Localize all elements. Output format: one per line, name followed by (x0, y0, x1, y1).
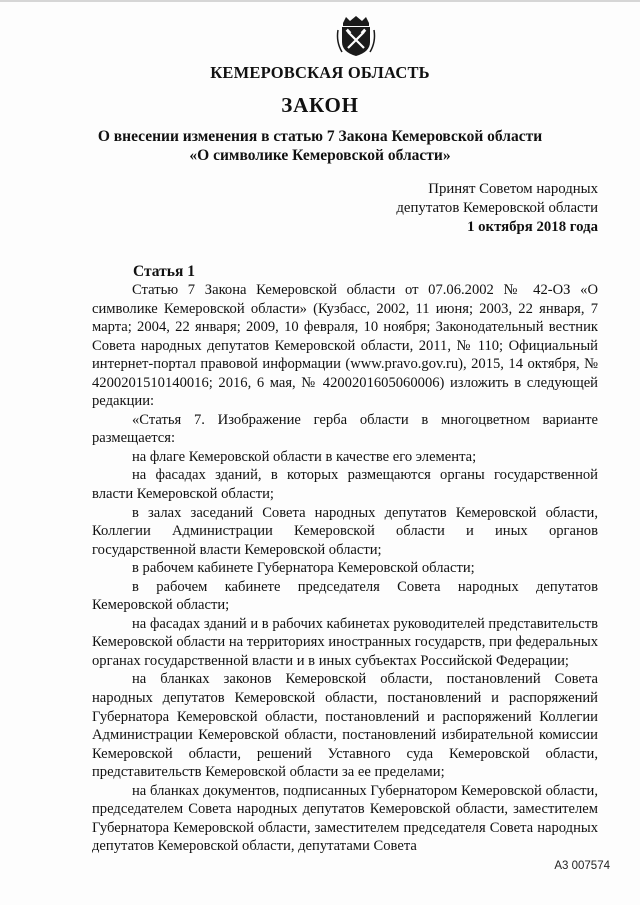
paragraph: в рабочем кабинете председателя Совета народных депутатов Кемеровской области; (92, 578, 598, 614)
region-name: КЕМЕРОВСКАЯ ОБЛАСТЬ (210, 63, 430, 82)
adoption-line-1: Принят Советом народных (428, 181, 598, 197)
law-subtitle-line-2: «О символике Кемеровской области» (189, 147, 451, 164)
paragraph: «Статья 7. Изображение герба области в многоцветном варианте размещается: (92, 411, 598, 447)
adoption-block (396, 180, 598, 237)
paragraph: в залах заседаний Совета народных депутатов Кемеровской области, Коллегии Администрации Кемеровской области и иных органов государственной власти Кемеровской области; (92, 504, 598, 558)
paragraph: в рабочем кабинете Губернатора Кемеровской области; (132, 560, 475, 577)
article-heading: Статья 1 (133, 263, 195, 280)
paragraph: на бланках документов, подписанных Губернатором Кемеровской области, председателем Совета народных депутатов Кемеровской области, заместителем Губернатора Кемеровской области, заместителем председателя Совета народных депутатов Кемеровской области, депутатами Совета (92, 782, 598, 855)
paragraph: на флаге Кемеровской области в качестве его элемента; (132, 448, 477, 465)
scan-edge (0, 0, 640, 2)
kemerovo-coat-of-arms-icon (334, 14, 378, 58)
document-type: ЗАКОН (281, 93, 359, 117)
adoption-line-2: депутатов Кемеровской области (396, 200, 598, 216)
paragraph: Статью 7 Закона Кемеровской области от 07.06.2002 № 42-ОЗ «О символике Кемеровской области» (Кузбасс, 2002, 11 июня; 2003, 22 января, 7 марта; 2004, 22 января; 2009, 10 февраля, 10 ноября; Законодательный вестник Совета народных депутатов Кемеровской области, 2011, № 110; Официальный интернет-портал правовой информации (www.pravo.gov.ru), 2015, 14 октября, № 4200201510140016; 2016, 6 мая, № 4200201605060006) изложить в следующей редакции: (92, 282, 598, 410)
paragraph: на бланках законов Кемеровской области, постановлений Совета народных депутатов Кемеровской области, постановлений и распоряжений Губернатора Кемеровской области, постановлений и распоряжений Коллегии Администрации Кемеровской области, постановлений избирательной комиссии Кемеровской области, решений Уставного суда Кемеровской области, представительств Кемеровской области за ее пределами; (92, 671, 598, 781)
article-body (92, 281, 598, 856)
law-subtitle-line-1: О внесении изменения в статью 7 Закона Кемеровской области (97, 128, 543, 145)
paragraph: на фасадах зданий и в рабочих кабинетах руководителей представительств Кемеровской области на территориях иностранных государств, при федеральных органах государственной власти и в иных субъектах Российской Федерации; (92, 615, 598, 669)
document-serial-number: А3 007574 (554, 860, 610, 872)
adoption-date: 1 октября 2018 года (467, 219, 598, 235)
paragraph: на фасадах зданий, в которых размещаются органы государственной власти Кемеровской области; (92, 467, 598, 503)
